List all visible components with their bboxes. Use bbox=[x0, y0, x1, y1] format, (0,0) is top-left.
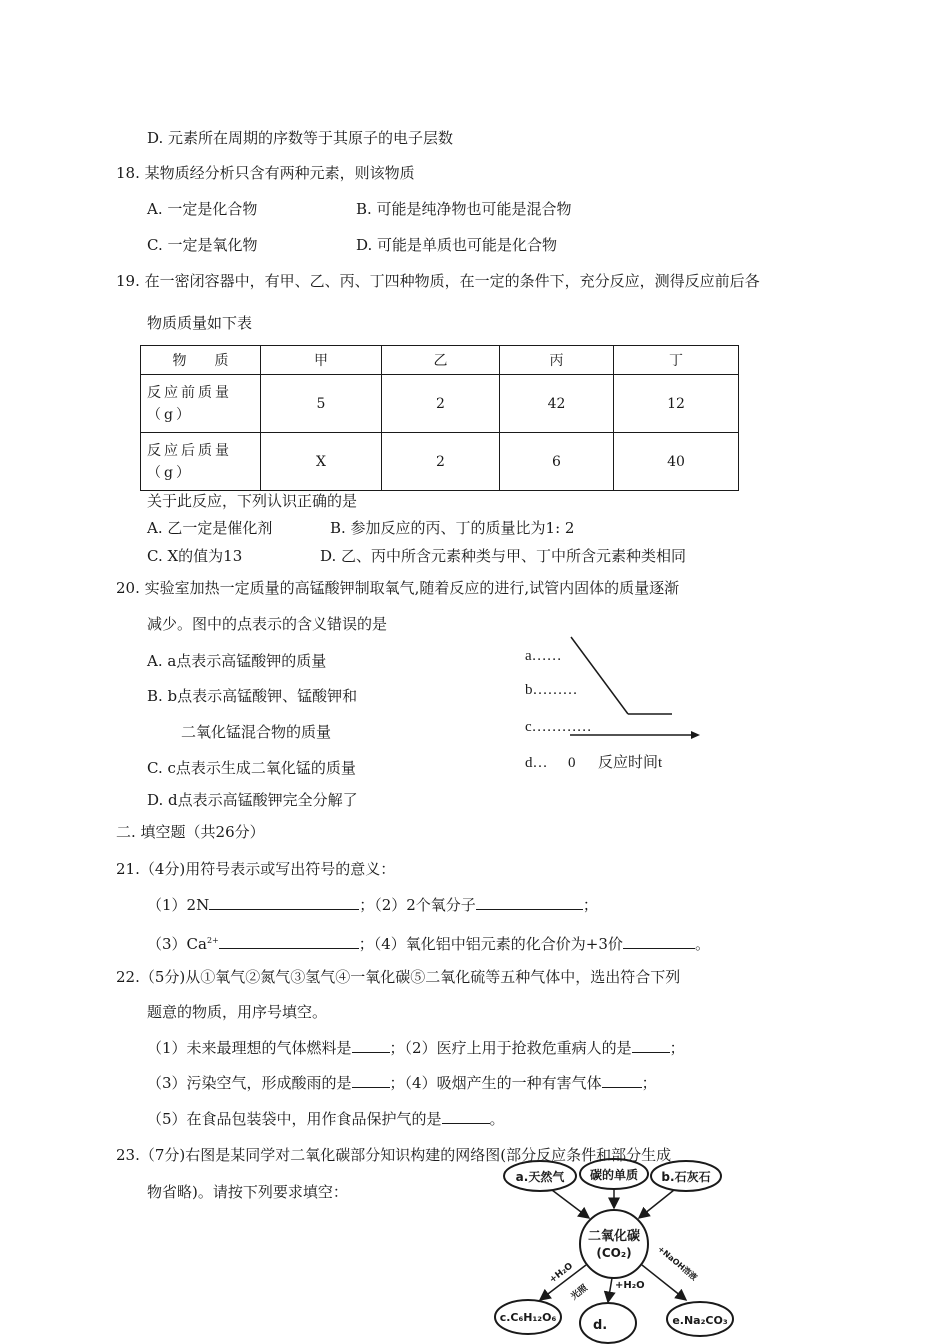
node-natural-gas-label: a.天然气 bbox=[515, 1170, 565, 1184]
answer-blank[interactable] bbox=[352, 1073, 390, 1088]
node-glucose-label: c.C₆H₁₂O₆ bbox=[499, 1311, 557, 1324]
table-cell: 6 bbox=[500, 433, 614, 491]
answer-blank[interactable] bbox=[632, 1038, 670, 1053]
q19-option-c: C. X的值为13 bbox=[147, 547, 243, 565]
table-row-label bbox=[141, 375, 261, 433]
label-light: 光照 bbox=[569, 1283, 590, 1303]
q18-option-b: B. 可能是纯净物也可能是混合物 bbox=[356, 200, 572, 218]
table-row bbox=[141, 375, 739, 433]
node-carbon-element-label: 碳的单质 bbox=[589, 1168, 639, 1182]
table-cell: 5 bbox=[261, 375, 382, 433]
q20-option-b: B. b点表示高锰酸钾、锰酸钾和 bbox=[147, 687, 358, 705]
node-co2-label: 二氧化碳 bbox=[587, 1229, 641, 1244]
q18-option-d: D. 可能是单质也可能是化合物 bbox=[356, 236, 558, 254]
q20-stem: 20. 实验室加热一定质量的高锰酸钾制取氧气,随着反应的进行,试管内固体的质量逐渐 bbox=[116, 579, 680, 597]
node-d-label: d. bbox=[593, 1318, 608, 1333]
mass-table bbox=[140, 345, 739, 491]
q18-stem: 18. 某物质经分析只含有两种元素，则该物质 bbox=[116, 164, 415, 182]
answer-blank[interactable] bbox=[209, 895, 359, 910]
q22-part4: ；（4）吸烟产生的一种有害气体 bbox=[389, 1074, 602, 1092]
table-row-label bbox=[141, 433, 261, 491]
graph-label-d: d… bbox=[525, 755, 548, 771]
graph-label-c: c………… bbox=[525, 719, 592, 735]
table-cell: 40 bbox=[614, 433, 739, 491]
q23-stem-cont: 物省略)。请按下列要求填空： bbox=[147, 1183, 348, 1201]
q19-option-b: B. 参加反应的丙、丁的质量比为1: 2 bbox=[330, 519, 575, 537]
ion-charge: 2+ bbox=[206, 936, 219, 945]
answer-blank[interactable] bbox=[623, 934, 695, 949]
table-cell: 2 bbox=[382, 375, 500, 433]
q20-option-b-cont: 二氧化锰混合物的质量 bbox=[181, 723, 332, 741]
row-label-line2: （g） bbox=[147, 406, 193, 423]
node-co2 bbox=[580, 1210, 648, 1278]
q21-part4: ；（4）氧化铝中铝元素的化合价为+3价 bbox=[358, 935, 623, 953]
section-title: 二. 填空题（共26分） bbox=[116, 823, 265, 841]
graph-origin: 0 bbox=[568, 755, 576, 771]
q22-line1 bbox=[147, 1038, 685, 1058]
answer-blank[interactable] bbox=[602, 1073, 642, 1088]
q21-part4-end: 。 bbox=[694, 935, 710, 953]
q22-part5: （5）在食品包装袋中，用作食品保护气的是 bbox=[147, 1110, 442, 1128]
q20-stem-cont: 减少。图中的点表示的含义错误的是 bbox=[147, 615, 388, 633]
table-cell: 12 bbox=[614, 375, 739, 433]
q22-part2: ；（2）医疗上用于抢救危重病人的是 bbox=[389, 1039, 632, 1057]
label-h2o: +H₂O bbox=[615, 1280, 645, 1291]
table-header: 乙 bbox=[382, 346, 500, 375]
table-header: 丙 bbox=[500, 346, 614, 375]
graph-decline-line bbox=[571, 637, 628, 714]
q21-part1: （1）2N bbox=[147, 896, 210, 914]
graph-x-label: 反应时间t bbox=[598, 755, 663, 771]
row-label-line2: （g） bbox=[147, 464, 193, 481]
graph-label-a: a…… bbox=[525, 648, 562, 664]
label-naoh: +NaOH溶液 bbox=[655, 1244, 699, 1283]
q22-part4-end: ； bbox=[641, 1074, 657, 1092]
table-header: 物 质 bbox=[141, 346, 261, 375]
label-h2o-light: +H₂O bbox=[547, 1261, 575, 1286]
q22-line2 bbox=[147, 1073, 657, 1093]
answer-blank[interactable] bbox=[352, 1038, 390, 1053]
mass-time-graph bbox=[520, 630, 740, 780]
table-cell: X bbox=[261, 433, 382, 491]
q18-option-a: A. 一定是化合物 bbox=[147, 200, 258, 218]
answer-blank[interactable] bbox=[219, 934, 359, 949]
row-label-line1: 反应后质量 bbox=[147, 442, 232, 459]
q17-option-d: D. 元素所在周期的序数等于其原子的电子层数 bbox=[147, 129, 454, 147]
q19-option-d: D. 乙、丙中所含元素种类与甲、丁中所含元素种类相同 bbox=[320, 547, 687, 565]
q22-part1: （1）未来最理想的气体燃料是 bbox=[147, 1039, 352, 1057]
q21-part3: （3）Ca bbox=[147, 935, 207, 953]
q22-stem-cont: 题意的物质，用序号填空。 bbox=[147, 1003, 328, 1021]
table-cell: 42 bbox=[500, 375, 614, 433]
q22-line3 bbox=[147, 1109, 505, 1129]
node-d bbox=[580, 1303, 636, 1343]
table-header: 甲 bbox=[261, 346, 382, 375]
q19-stem-cont: 物质质量如下表 bbox=[147, 314, 253, 332]
q19-prompt: 关于此反应，下列认识正确的是 bbox=[147, 492, 358, 510]
q20-option-a: A. a点表示高锰酸钾的质量 bbox=[147, 652, 327, 670]
q22-part5-end: 。 bbox=[489, 1110, 505, 1128]
co2-network-diagram bbox=[490, 1155, 740, 1344]
axis-arrow-icon bbox=[691, 731, 700, 739]
q20-option-d: D. d点表示高锰酸钾完全分解了 bbox=[147, 791, 358, 809]
q22-part3: （3）污染空气，形成酸雨的是 bbox=[147, 1074, 352, 1092]
q21-stem: 21.（4分)用符号表示或写出符号的意义： bbox=[116, 860, 396, 878]
q20-option-c: C. c点表示生成二氧化锰的质量 bbox=[147, 759, 356, 777]
q21-line1 bbox=[147, 895, 598, 915]
table-header: 丁 bbox=[614, 346, 739, 375]
answer-blank[interactable] bbox=[442, 1109, 490, 1124]
table-header-row bbox=[141, 346, 739, 375]
q22-part2-end: ； bbox=[669, 1039, 685, 1057]
arrow-limestone-to-co2 bbox=[639, 1190, 674, 1218]
q22-stem: 22.（5分)从①氧气②氮气③氢气④一氧化碳⑤二氧化硫等五种气体中，选出符合下列 bbox=[116, 968, 681, 986]
q21-part2-end: ； bbox=[582, 896, 598, 914]
arrow-gas-to-co2 bbox=[552, 1190, 589, 1218]
table-row bbox=[141, 433, 739, 491]
q19-option-a: A. 乙一定是催化剂 bbox=[147, 519, 273, 537]
q18-option-c: C. 一定是氧化物 bbox=[147, 236, 258, 254]
arrow-co2-to-d bbox=[608, 1278, 612, 1302]
graph-label-b: b……… bbox=[525, 682, 578, 698]
answer-blank[interactable] bbox=[476, 895, 583, 910]
q19-stem: 19. 在一密闭容器中，有甲、乙、丙、丁四种物质，在一定的条件下，充分反应，测得反应前后各 bbox=[116, 272, 760, 290]
row-label-line1: 反应前质量 bbox=[147, 384, 232, 401]
q21-line2 bbox=[147, 931, 710, 954]
node-carbonate-label: e.Na₂CO₃ bbox=[672, 1314, 728, 1327]
q23-stem: 23.（7分)右图是某同学对二氧化碳部分知识构建的网络图(部分反应条件和部分生成 bbox=[116, 1146, 672, 1164]
node-co2-formula: (CO₂) bbox=[596, 1246, 632, 1260]
q21-part2: ；（2）2个氧分子 bbox=[359, 896, 476, 914]
node-limestone-label: b.石灰石 bbox=[661, 1170, 711, 1184]
table-cell: 2 bbox=[382, 433, 500, 491]
